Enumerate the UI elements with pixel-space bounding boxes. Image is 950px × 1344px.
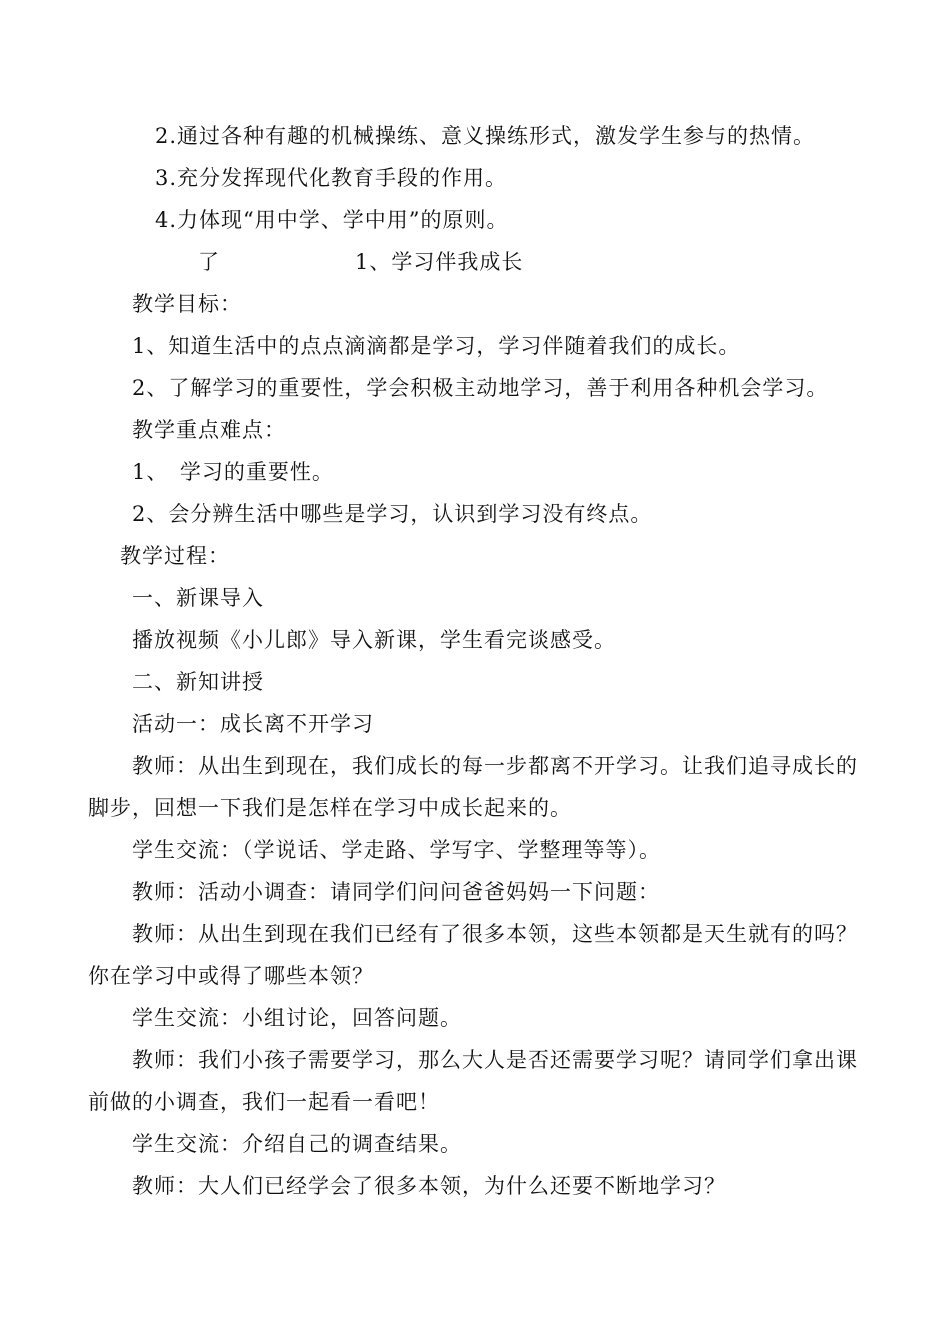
paragraph: 教师：从出生到现在我们已经有了很多本领，这些本领都是天生就有的吗？ — [132, 922, 858, 946]
paragraph: 教师：我们小孩子需要学习，那么大人是否还需要学习呢？请同学们拿出课 — [132, 1048, 858, 1072]
paragraph: 2、会分辨生活中哪些是学习，认识到学习没有终点。 — [132, 502, 653, 526]
section-heading: 二、新知讲授 — [132, 670, 264, 694]
paragraph: 2、了解学习的重要性，学会积极主动地学习，善于利用各种机会学习。 — [132, 376, 829, 400]
paragraph: 2.通过各种有趣的机械操练、意义操练形式，激发学生参与的热情。 — [155, 124, 816, 148]
paragraph: 教师：从出生到现在，我们成长的每一步都离不开学习。让我们追寻成长的 — [132, 754, 858, 778]
paragraph: 4.力体现“用中学、学中用”的原则。 — [155, 208, 509, 232]
lesson-title: 1、学习伴我成长 — [355, 250, 524, 274]
paragraph: 教师：活动小调查：请同学们问问爸爸妈妈一下问题： — [132, 880, 660, 904]
paragraph: 学生交流：小组讨论，回答问题。 — [132, 1006, 462, 1030]
section-heading: 教学过程： — [120, 544, 230, 568]
section-heading: 教学重点难点： — [132, 418, 286, 442]
paragraph: 1、知道生活中的点点滴滴都是学习，学习伴随着我们的成长。 — [132, 334, 741, 358]
activity-heading: 活动一：成长离不开学习 — [132, 712, 374, 736]
paragraph: 学生交流：（学说话、学走路、学写字、学整理等等）。 — [132, 838, 661, 862]
section-heading: 一、新课导入 — [132, 586, 264, 610]
paragraph: 前做的小调查，我们一起看一看吧！ — [88, 1090, 440, 1114]
paragraph: 你在学习中或得了哪些本领？ — [88, 964, 374, 988]
paragraph: 了 — [198, 250, 220, 274]
paragraph: 学生交流：介绍自己的调查结果。 — [132, 1132, 462, 1156]
section-heading: 教学目标： — [132, 292, 242, 316]
paragraph: 1、 学习的重要性。 — [132, 460, 334, 484]
paragraph: 教师：大人们已经学会了很多本领，为什么还要不断地学习？ — [132, 1174, 726, 1198]
paragraph: 3.充分发挥现代化教育手段的作用。 — [155, 166, 508, 190]
paragraph: 脚步，回想一下我们是怎样在学习中成长起来的。 — [88, 796, 572, 820]
paragraph: 播放视频《小儿郎》导入新课，学生看完谈感受。 — [132, 628, 616, 652]
